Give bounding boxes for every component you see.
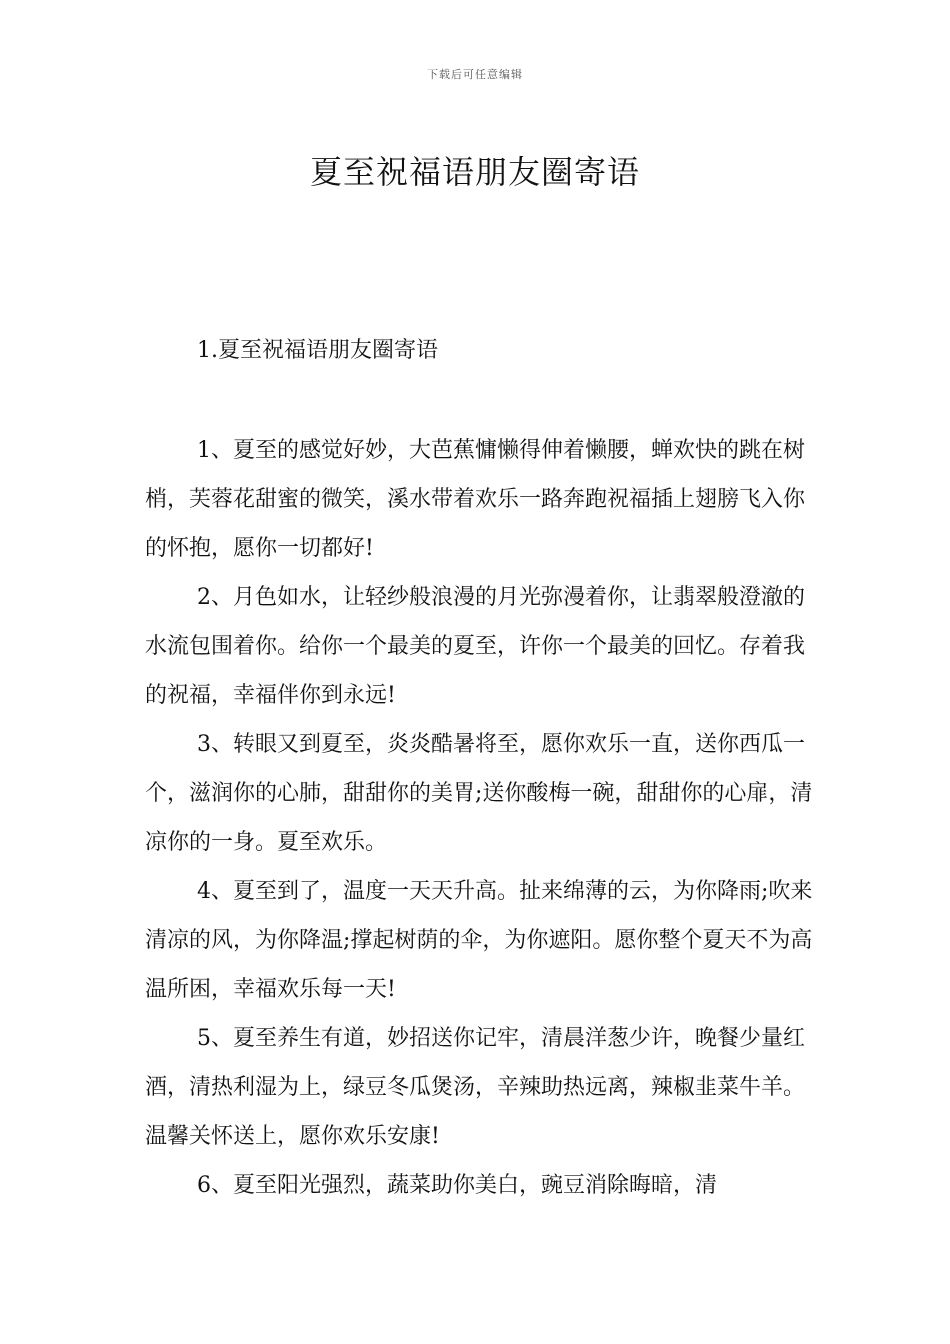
paragraph-3: 3、转眼又到夏至，炎炎酷暑将至，愿你欢乐一直，送你西瓜一个，滋润你的心肺，甜甜你的美胃;送你酸梅一碗，甜甜你的心扉，清凉你的一身。夏至欢乐。 [145, 732, 813, 855]
paragraph-2: 2、月色如水，让轻纱般浪漫的月光弥漫着你，让翡翠般澄澈的水流包围着你。给你一个最美的夏至，许你一个最美的回忆。存着我的祝福，幸福伴你到永远! [145, 585, 806, 708]
paragraph-4: 4、夏至到了，温度一天天升高。扯来绵薄的云，为你降雨;吹来清凉的风，为你降温;撑起树荫的伞，为你遮阳。愿你整个夏天不为高温所困，幸福欢乐每一天! [145, 879, 813, 1002]
section-heading: 1.夏至祝福语朋友圈寄语 [197, 338, 438, 363]
paragraph-6: 6、夏至阳光强烈，蔬菜助你美白，豌豆消除晦暗，清 [197, 1173, 717, 1198]
document-title: 夏至祝福语朋友圈寄语 [309, 153, 640, 192]
paragraph-5: 5、夏至养生有道，妙招送你记牢，清晨洋葱少许，晚餐少量红酒，清热利湿为上，绿豆冬瓜煲汤，辛辣助热远离，辣椒韭菜牛羊。温馨关怀送上，愿你欢乐安康! [145, 1026, 806, 1149]
document-body [145, 426, 825, 1210]
paragraph-1: 1、夏至的感觉好妙，大芭蕉慵懒得伸着懒腰，蝉欢快的跳在树梢，芙蓉花甜蜜的微笑，溪水带着欢乐一路奔跑祝福插上翅膀飞入你的怀抱，愿你一切都好! [145, 438, 806, 561]
header-note: 下载后可任意编辑 [427, 68, 523, 81]
